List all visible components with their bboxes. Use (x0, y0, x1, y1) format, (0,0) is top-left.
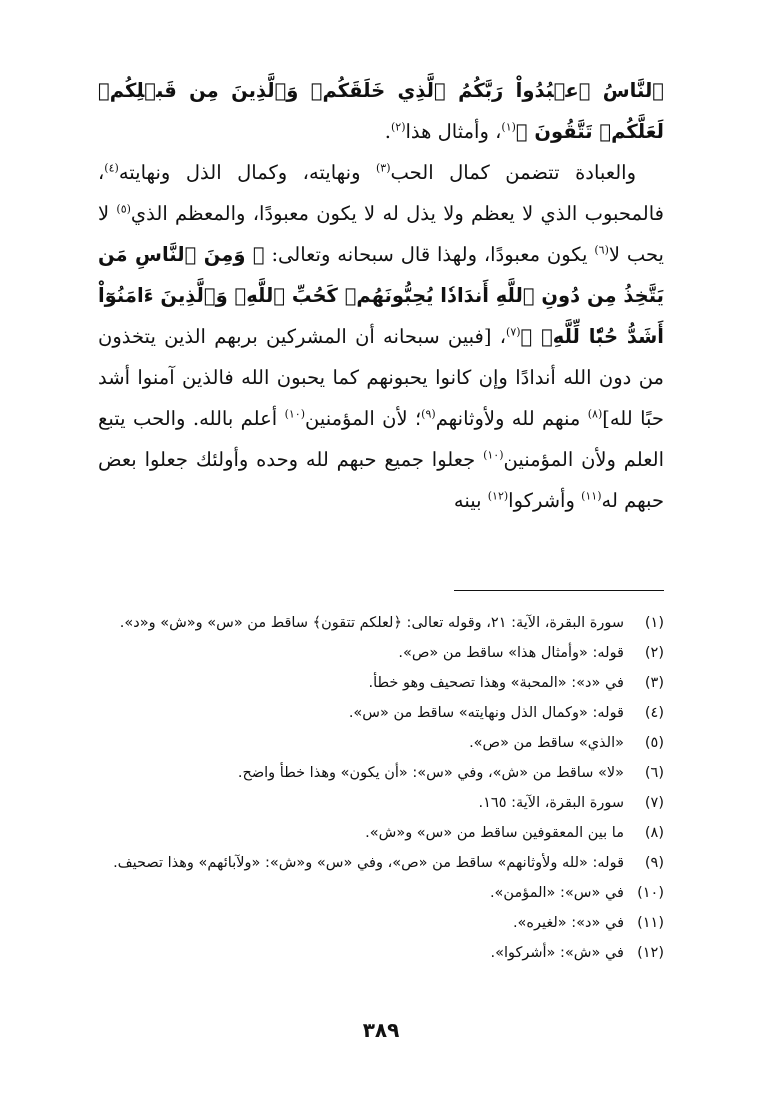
footnote-ref: (٩) (421, 407, 436, 421)
footnote-number: (٧) (644, 795, 664, 811)
footnote-text: ما بين المعقوفين ساقط من «س» و«ش». (365, 825, 624, 841)
footnote-item (98, 788, 664, 818)
page (98, 70, 664, 1042)
quran-verse: ٱلنَّاسُ ٱعۡبُدُواْ رَبَّكُمُ ٱلَّذِي خَلَقَكُمۡ وَٱلَّذِينَ مِن قَبۡلِكُمۡ لَعَلَّكُمۡ تَتَّقُونَ ﴾ (98, 79, 664, 143)
footnote-number: (١٠) (637, 885, 664, 901)
footnote-item (98, 728, 664, 758)
footnote-ref: (٢) (390, 120, 406, 134)
footnote-number: (١٢) (637, 945, 664, 961)
footnote-text: قوله: «وأمثال هذا» ساقط من «ص». (398, 645, 624, 661)
footnote-number: (٨) (644, 825, 664, 841)
footnote-text: «الذي» ساقط من «ص». (469, 735, 624, 751)
footnote-text: في «د»: «لغيره». (512, 915, 624, 931)
footnote-number: (٩) (644, 855, 664, 871)
footnote-ref: (١٠) (483, 448, 504, 462)
footnote-ref: (١٢) (487, 489, 509, 503)
text-span: والعبادة تتضمن كمال الحب (390, 161, 636, 184)
footnote-item (98, 818, 664, 848)
footnote-text: في «د»: «المحبة» وهذا تصحيف وهو خطأ. (368, 675, 624, 691)
footnote-item (98, 758, 664, 788)
footnote-ref: (٧) (506, 325, 521, 339)
text-span: . (384, 120, 391, 143)
quran-verse: ﴿ وَمِنَ ٱلنَّاسِ مَن يَتَّخِذُ مِن دُونِ ٱللَّهِ أَندَادٗا يُحِبُّونَهُمۡ كَحُبِّ ٱللَّهِۖ وَٱلَّذِينَ ءَامَنُوٓاْ أَشَدُّ حُبّٗا لِّلَّهِۗ ﴾ (98, 243, 664, 348)
footnote-ref: (٥) (116, 202, 131, 216)
text-span: ، وأمثال هذا (405, 120, 502, 143)
footnote-ref: (١١) (581, 489, 602, 503)
text-span: ونهايته، وكمال الذل ونهايته (118, 161, 376, 184)
footnote-number: (٣) (644, 675, 664, 691)
footnote-text: «لا» ساقط من «ش»، وفي «س»: «أن يكون» وهذا خطأ واضح. (237, 765, 624, 781)
footnote-number: (٤) (644, 705, 664, 721)
footnote-item (98, 848, 664, 878)
text-span: ؛ لأن المؤمنين (304, 407, 422, 430)
main-text (98, 70, 664, 521)
footnote-item (98, 908, 664, 938)
text-span: لا يحب لا (98, 202, 664, 266)
footnote-ref: (٨) (587, 407, 603, 421)
footnote-text: في «س»: «المؤمن». (489, 885, 624, 901)
text-span: ، فالمحبوب الذي لا يعظم ولا يذل له لا يكون معبودًا، والمعظم الذي (98, 161, 664, 225)
footnote-text: سورة البقرة، الآية: ٢١، وقوله تعالى: ﴿لعلكم تتقون﴾ ساقط من «س» و«ش» و«د». (119, 615, 624, 631)
footnote-number: (٢) (644, 645, 664, 661)
footnote-item (98, 938, 664, 968)
footnote-text: قوله: «لله ولأوثانهم» ساقط من «ص»، وفي «س» و«ش»: «ولآبائهم» وهذا تصحيف. (113, 855, 624, 871)
footnote-ref: (٦) (594, 243, 609, 257)
footnote-number: (٥) (644, 735, 664, 751)
text-span: يكون معبودًا، ولهذا قال سبحانه وتعالى: (264, 243, 595, 266)
footnote-ref: (١٠) (284, 407, 305, 421)
paragraph-2 (98, 152, 664, 521)
footnote-ref: (٤) (104, 161, 119, 175)
footnote-item (98, 698, 664, 728)
footnote-ref: (٣) (376, 161, 391, 175)
footnotes (98, 608, 664, 968)
footnote-separator (454, 590, 664, 591)
footnote-item (98, 608, 664, 638)
text-span: أعلم بالله. والحب يتبع العلم ولأن المؤمنين (98, 407, 664, 471)
footnote-item (98, 638, 664, 668)
footnote-number: (٦) (644, 765, 664, 781)
text-span: منهم لله ولأوثانهم (435, 407, 588, 430)
text-span: وأشركوا (508, 489, 582, 512)
text-span: ، [فبين سبحانه أن المشركين بربهم الذين يتخذون من دون الله أندادًا وإن كانوا يحبونهم كما يحبون الله فالذين آمنوا أشد حبًا لله] (98, 325, 664, 430)
footnote-text: قوله: «وكمال الذل ونهايته» ساقط من «س». (348, 705, 624, 721)
footnote-ref: (١) (501, 120, 516, 134)
footnote-item (98, 878, 664, 908)
text-span: جعلوا جميع حبهم لله وحده وأولئك جعلوا بعض حبهم له (98, 448, 664, 512)
footnote-number: (١) (644, 615, 664, 631)
footnote-item (98, 668, 664, 698)
paragraph-1 (98, 70, 664, 152)
footnote-number: (١١) (637, 915, 664, 931)
footnote-text: سورة البقرة، الآية: ١٦٥. (478, 795, 624, 811)
footnote-text: في «ش»: «أشركوا». (490, 945, 624, 961)
text-span: بينه (453, 489, 488, 512)
page-number: ٣٨٩ (362, 1018, 400, 1042)
